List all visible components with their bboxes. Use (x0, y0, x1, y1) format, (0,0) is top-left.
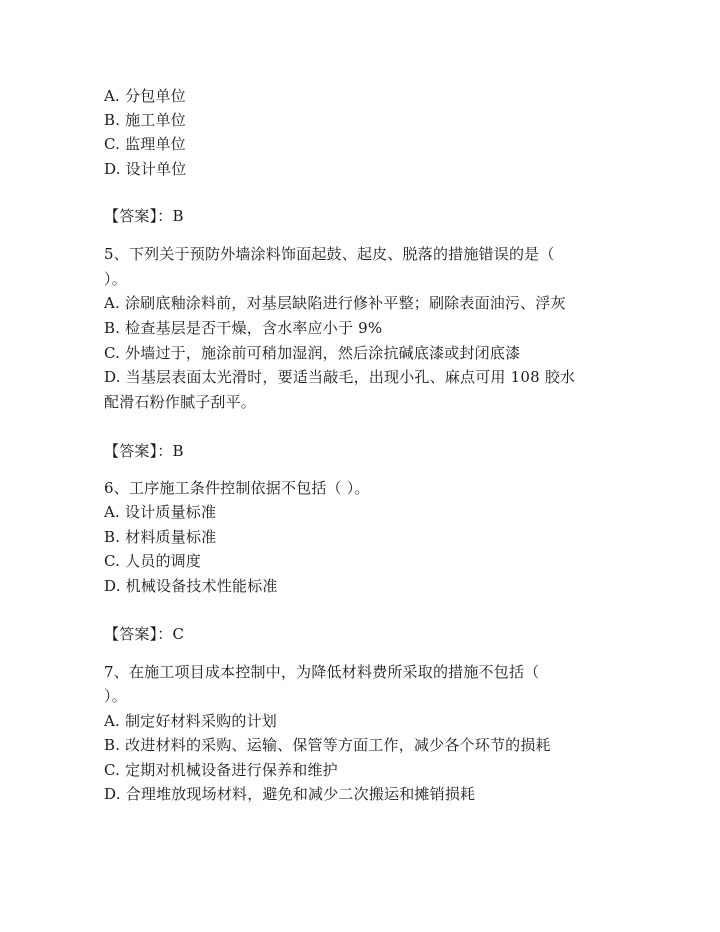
q6-stem: 6、工序施工条件控制依据不包括（ ）。 (104, 479, 370, 497)
q5-answer: 【答案】：B (104, 442, 184, 460)
q6-option-b: B. 材料质量标准 (104, 528, 217, 546)
q4-option-c: C. 监理单位 (104, 135, 186, 153)
q6-option-d: D. 机械设备技术性能标准 (104, 577, 278, 595)
q5-option-a: A. 涂刷底釉涂料前，对基层缺陷进行修补平整；刷除表面油污、浮灰 (104, 294, 566, 312)
q6-option-c: C. 人员的调度 (104, 552, 202, 570)
q7-option-d: D. 合理堆放现场材料，避免和减少二次搬运和摊销损耗 (104, 785, 476, 803)
q4-option-b: B. 施工单位 (104, 111, 186, 129)
q6-answer: 【答案】：C (104, 625, 185, 643)
q4-answer: 【答案】：B (104, 207, 184, 225)
q6-option-a: A. 设计质量标准 (104, 503, 217, 521)
q5-option-c: C. 外墙过于，施涂前可稍加湿润，然后涂抗碱底漆或封闭底漆 (104, 344, 521, 362)
q4-option-a: A. 分包单位 (104, 87, 186, 105)
q7-option-a: A. 制定好材料采购的计划 (104, 712, 277, 730)
q7-stem-line2: ）。 (104, 687, 127, 705)
q7-option-b: B. 改进材料的采购、运输、保管等方面工作，减少各个环节的损耗 (104, 736, 551, 754)
q5-option-d: D. 当基层表面太光滑时，要适当敲毛，出现小孔、麻点可用 108 胶水 (104, 368, 576, 386)
q5-stem-line1: 5、下列关于预防外墙涂料饰面起鼓、起皮、脱落的措施错误的是（ (104, 245, 555, 263)
q5-option-b: B. 检查基层是否干燥，含水率应小于 9% (104, 319, 383, 337)
q7-stem-line1: 7、在施工项目成本控制中，为降低材料费所采取的措施不包括（ (104, 663, 540, 681)
q7-option-c: C. 定期对机械设备进行保养和维护 (104, 761, 338, 779)
q5-stem-line2: ）。 (104, 270, 127, 288)
q4-option-d: D. 设计单位 (104, 160, 187, 178)
q5-option-d-continued: 配滑石粉作腻子刮平。 (104, 393, 257, 411)
